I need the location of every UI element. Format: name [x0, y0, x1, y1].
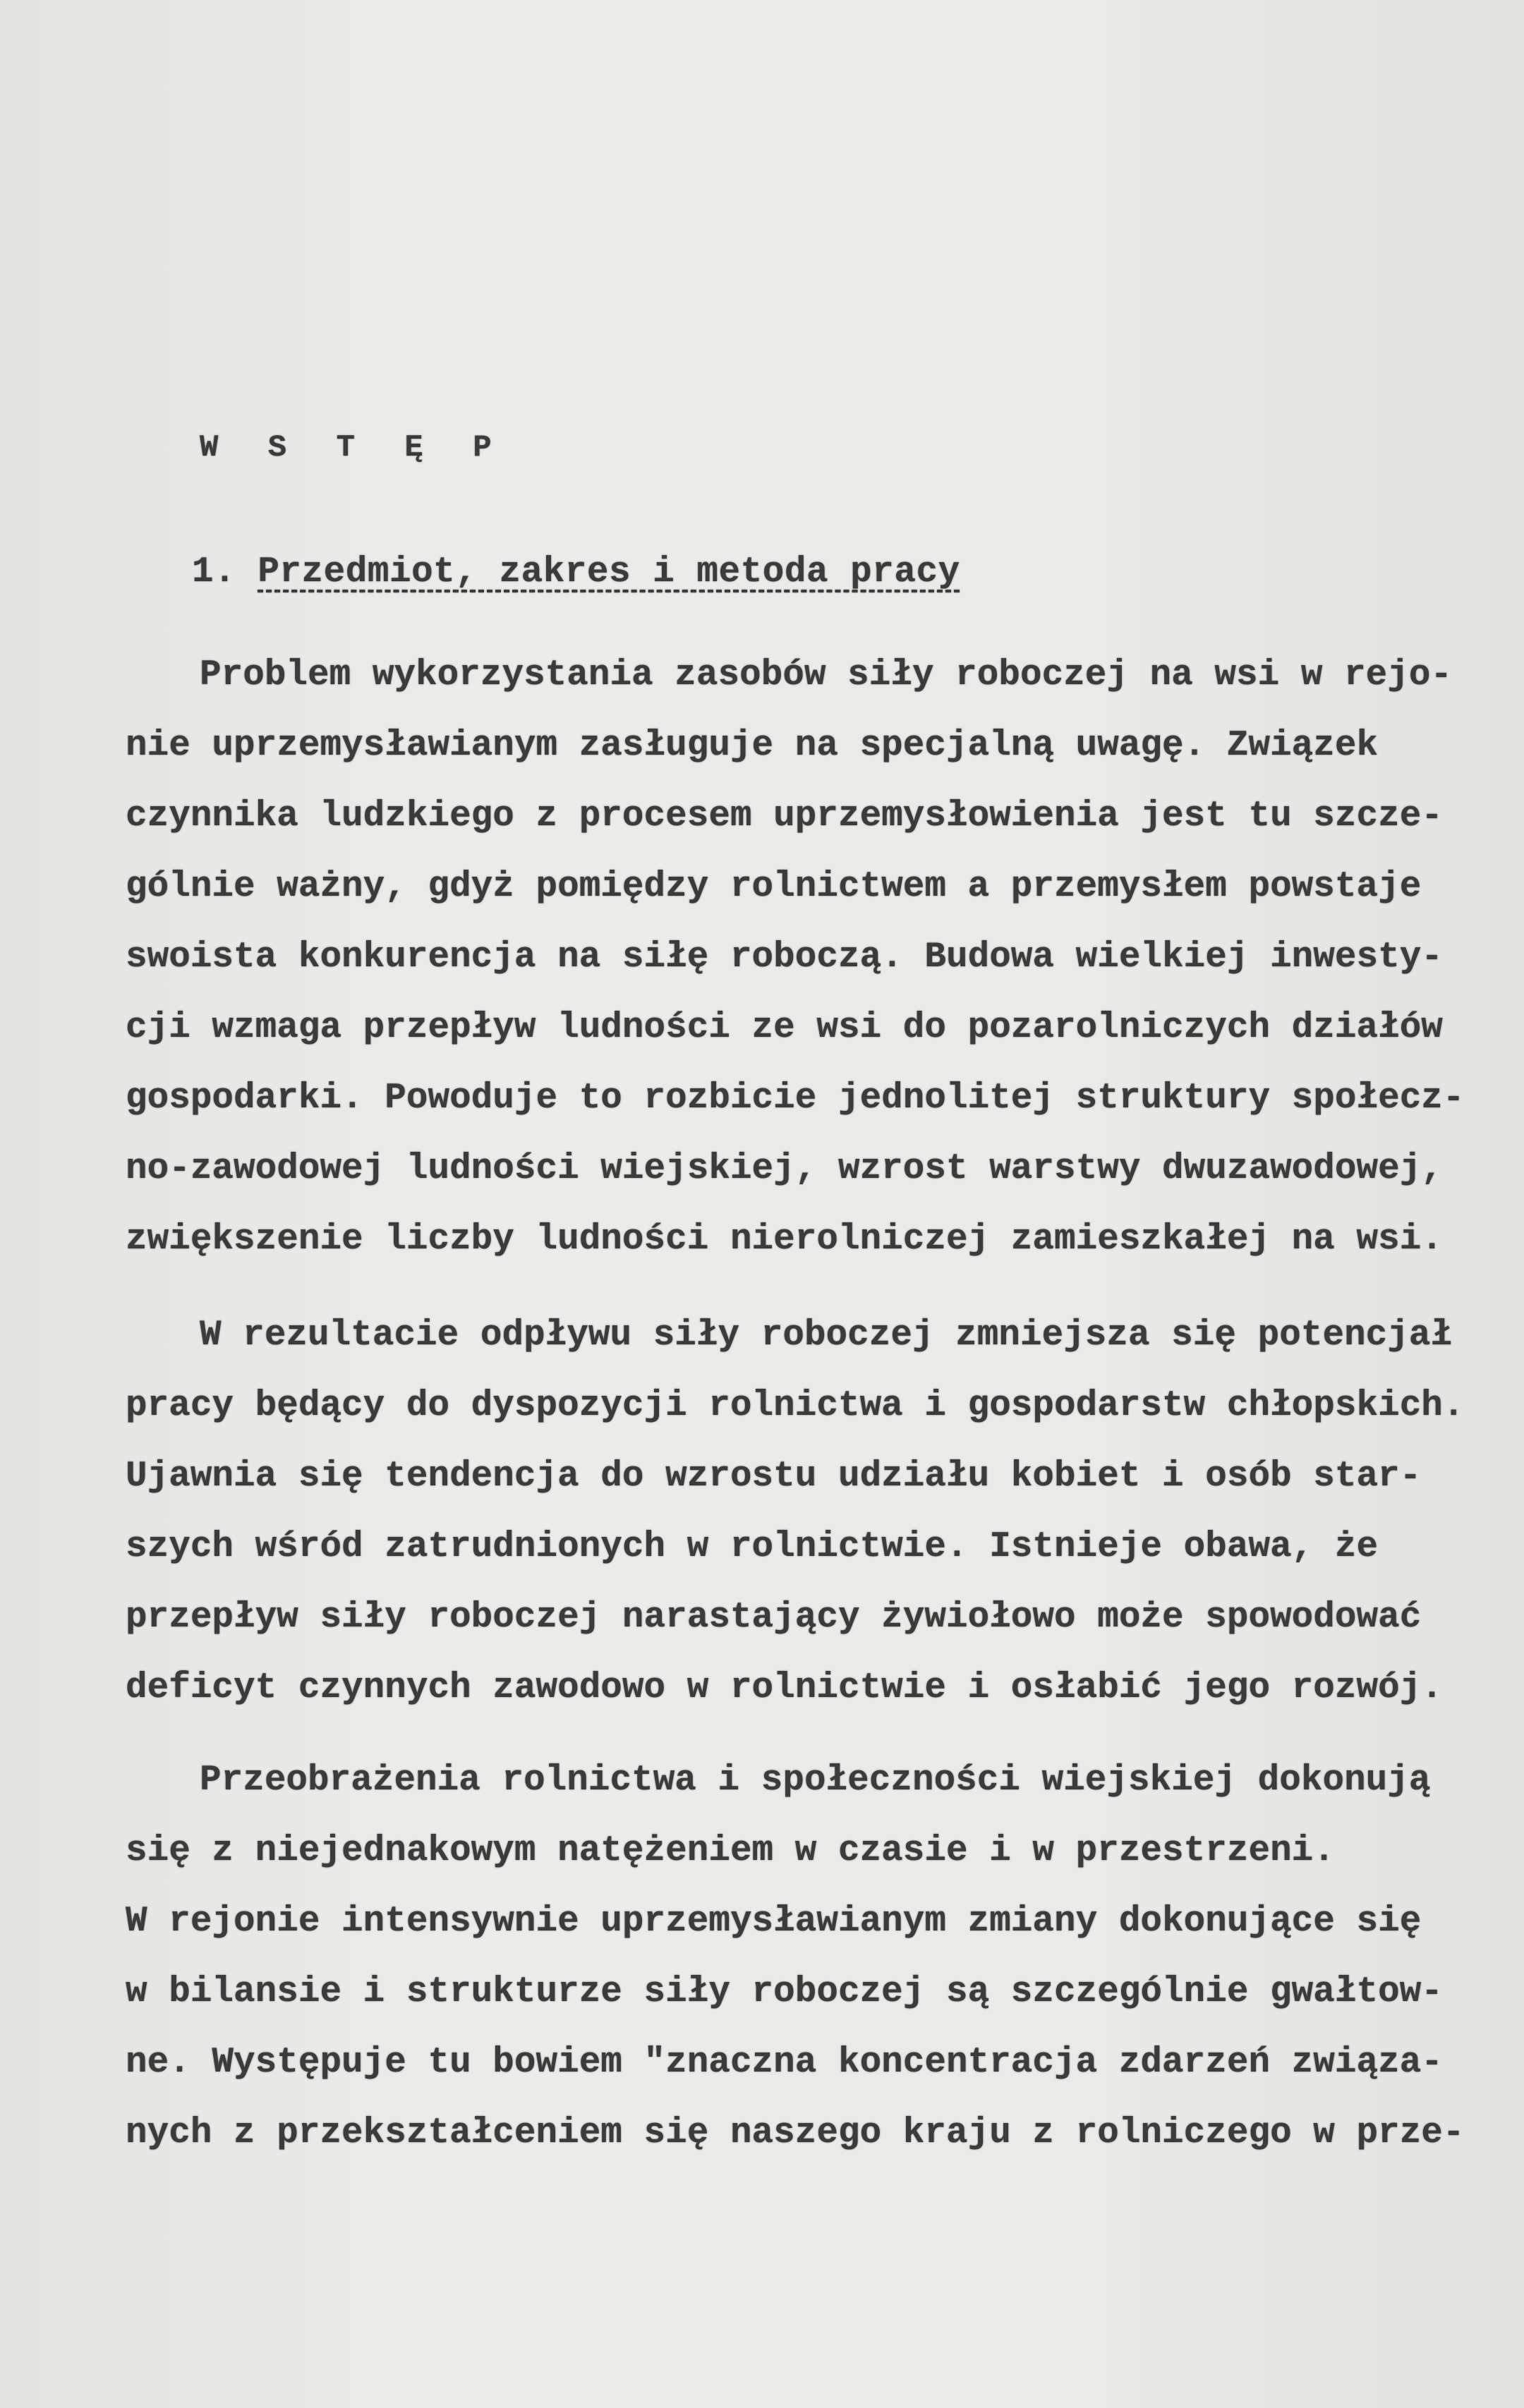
text-line: nie uprzemysławianym zasługuje na specjalną uwagę. Związek [126, 726, 1379, 766]
text-line: się z niejednakowym natężeniem w czasie i w przestrzeni. [126, 1831, 1335, 1871]
text-line: cji wzmaga przepływ ludności ze wsi do pozarolniczych działów [126, 1008, 1443, 1048]
text-line: pracy będący do dyspozycji rolnictwa i gospodarstw chłopskich. [126, 1386, 1465, 1426]
paragraph-2 [126, 1301, 1466, 1724]
text-line: w bilansie i strukturze siły roboczej są szczególnie gwałtow- [126, 1972, 1443, 2012]
paragraph-3 [126, 1746, 1466, 2169]
text-line: W rezultacie odpływu siły roboczej zmniejsza się potencjał [200, 1315, 1453, 1356]
text-line: deficyt czynnych zawodowo w rolnictwie i osłabić jego rozwój. [126, 1668, 1443, 1708]
paragraph-1 [126, 640, 1466, 1275]
text-line: Problem wykorzystania zasobów siły roboczej na wsi w rejo- [200, 655, 1453, 695]
text-line: ne. Występuje tu bowiem "znaczna koncentracja zdarzeń związa- [126, 2043, 1443, 2083]
text-line: gólnie ważny, gdyż pomiędzy rolnictwem a przemysłem powstaje [126, 867, 1422, 907]
document-title: W S T Ę P [200, 430, 507, 466]
text-line: Przeobrażenia rolnictwa i społeczności wiejskiej dokonują [200, 1761, 1431, 1801]
text-line: W rejonie intensywnie uprzemysławianym zmiany dokonujące się [126, 1902, 1422, 1942]
section-heading-text: Przedmiot, zakres i metoda pracy [258, 552, 960, 592]
text-line: gospodarki. Powoduje to rozbicie jednolitej struktury społecz- [126, 1078, 1465, 1119]
section-number: 1. [192, 552, 236, 592]
text-line: przepływ siły roboczej narastający żywiołowo może spowodować [126, 1598, 1422, 1638]
text-line: swoista konkurencja na siłę roboczą. Budowa wielkiej inwesty- [126, 937, 1443, 978]
section-heading [192, 537, 960, 608]
text-line: no-zawodowej ludności wiejskiej, wzrost warstwy dwuzawodowej, [126, 1149, 1443, 1189]
text-line: zwiększenie liczby ludności nierolniczej zamieszkałej na wsi. [126, 1220, 1443, 1260]
text-line: czynnika ludzkiego z procesem uprzemysłowienia jest tu szcze- [126, 796, 1443, 837]
text-line: nych z przekształceniem się naszego kraju z rolniczego w prze- [126, 2113, 1465, 2153]
text-line: szych wśród zatrudnionych w rolnictwie. Istnieje obawa, że [126, 1527, 1379, 1567]
text-line: Ujawnia się tendencja do wzrostu udziału kobiet i osób star- [126, 1457, 1422, 1497]
